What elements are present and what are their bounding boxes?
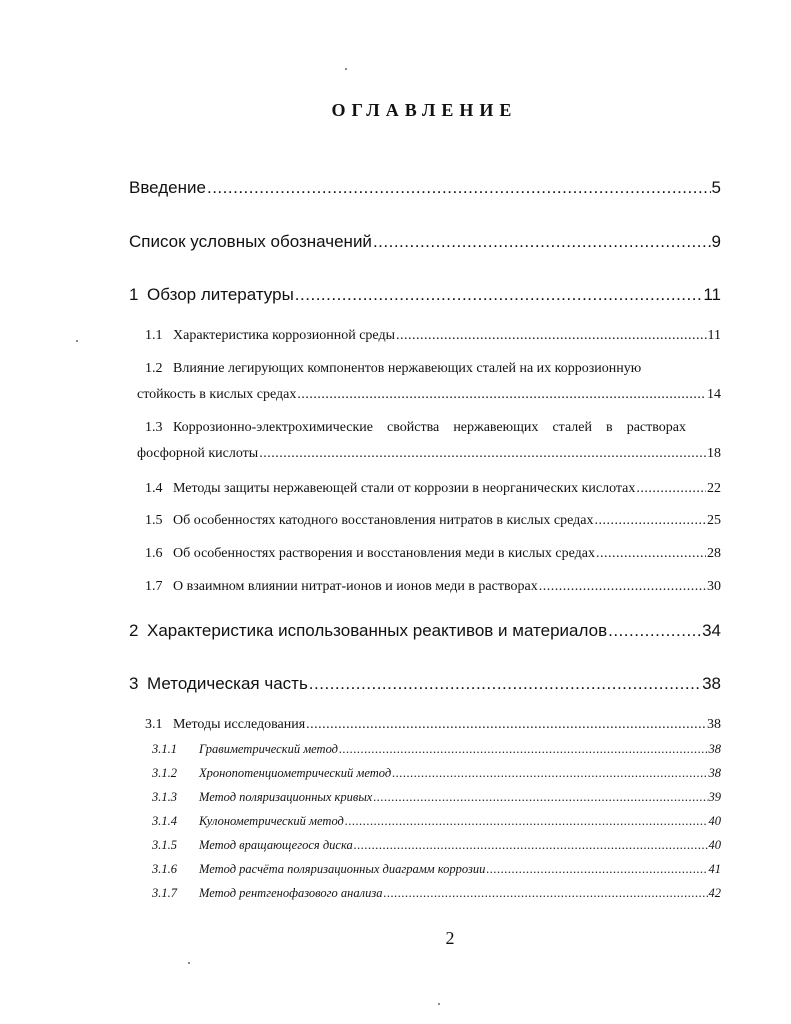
toc-page: 5 — [711, 178, 721, 197]
toc-number: 1.1 — [145, 328, 163, 343]
leader-dots — [309, 674, 701, 694]
toc-label: Метод расчёта поляризационных диаграмм коррозии — [199, 862, 486, 876]
toc-entry-1-6[interactable] — [145, 546, 721, 562]
leader-dots — [259, 446, 706, 462]
toc-entry-1-2-line1[interactable] — [145, 361, 641, 377]
toc-number: 3.1.1 — [152, 742, 177, 756]
toc-number: 3.1.2 — [152, 766, 177, 780]
leader-dots — [207, 178, 711, 198]
toc-entry-3-1-1[interactable] — [152, 742, 721, 757]
leader-dots — [396, 328, 707, 344]
toc-label: Коррозионно-электрохимические свойства нержавеющих сталей в растворах — [173, 420, 686, 435]
toc-entry-1-2[interactable] — [137, 387, 721, 403]
scan-speck — [188, 962, 190, 964]
toc-page: 42 — [708, 886, 721, 900]
toc-label: О взаимном влиянии нитрат-ионов и ионов меди в растворах — [173, 579, 538, 594]
toc-label: Список условных обозначений — [129, 232, 372, 251]
toc-number: 1.2 — [145, 361, 163, 376]
toc-label: Метод рентгенофазового анализа — [199, 886, 383, 900]
toc-page: 11 — [703, 285, 721, 304]
leader-dots — [339, 742, 708, 757]
toc-label: Введение — [129, 178, 206, 197]
toc-number: 3.1 — [145, 717, 163, 732]
page-number: 2 — [445, 928, 455, 948]
leader-dots — [354, 838, 708, 853]
scan-speck — [76, 340, 78, 342]
toc-number: 1.6 — [145, 546, 163, 561]
toc-number: 1.4 — [145, 481, 163, 496]
toc-label: Методическая часть — [147, 674, 308, 693]
toc-number: 1 — [129, 285, 139, 304]
toc-label: Кулонометрический метод — [199, 814, 344, 828]
toc-entry-symbols[interactable] — [129, 232, 721, 252]
toc-number: 3.1.3 — [152, 790, 177, 804]
toc-number: 3 — [129, 674, 139, 693]
toc-entry-3-1-4[interactable] — [152, 814, 721, 829]
toc-page: 9 — [711, 232, 721, 251]
toc-entry-3-1-7[interactable] — [152, 886, 721, 901]
toc-page: 30 — [707, 579, 721, 594]
toc-page: 38 — [707, 717, 721, 732]
leader-dots — [608, 621, 701, 641]
toc-page: 38 — [702, 674, 721, 693]
toc-number: 1.5 — [145, 513, 163, 528]
toc-label: Характеристика коррозионной среды — [173, 328, 395, 343]
toc-number: 2 — [129, 621, 139, 640]
toc-page: 39 — [708, 790, 721, 804]
toc-label: Методы защиты нержавеющей стали от коррозии в неорганических кислотах — [173, 481, 636, 496]
scan-speck — [438, 1003, 440, 1005]
toc-entry-1-7[interactable] — [145, 579, 721, 595]
toc-label: Методы исследования — [173, 717, 306, 732]
toc-page: 34 — [702, 621, 721, 640]
toc-page: 22 — [707, 481, 721, 496]
leader-dots — [636, 481, 706, 497]
toc-page: 40 — [708, 838, 721, 852]
toc-label: Гравиметрический метод — [199, 742, 338, 756]
leader-dots — [596, 546, 706, 562]
toc-label: Влияние легирующих компонентов нержавеющих сталей на их коррозионную — [173, 361, 642, 376]
toc-entry-1-5[interactable] — [145, 513, 721, 529]
toc-entry-3-1[interactable] — [145, 717, 721, 733]
leader-dots — [306, 717, 706, 733]
toc-label: Обзор литературы — [147, 285, 294, 304]
toc-label: Об особенностях растворения и восстановления меди в кислых средах — [173, 546, 595, 561]
toc-entry-3-1-6[interactable] — [152, 862, 721, 877]
toc-entry-2[interactable] — [129, 621, 721, 641]
leader-dots — [383, 886, 707, 901]
toc-page: 38 — [708, 742, 721, 756]
toc-entry-3-1-3[interactable] — [152, 790, 721, 805]
leader-dots — [594, 513, 706, 529]
leader-dots — [392, 766, 707, 781]
toc-label: фосфорной кислоты — [137, 446, 259, 461]
toc-entry-3[interactable] — [129, 674, 721, 694]
toc-label: стойкость в кислых средах — [137, 387, 297, 402]
toc-entry-intro[interactable] — [129, 178, 721, 198]
toc-label: Характеристика использованных реактивов и материалов — [147, 621, 608, 640]
toc-label: Метод поляризационных кривых — [199, 790, 373, 804]
leader-dots — [486, 862, 707, 877]
toc-page: 11 — [707, 328, 721, 343]
toc-page: 40 — [708, 814, 721, 828]
toc-page: 41 — [708, 862, 721, 876]
toc-page: 14 — [707, 387, 721, 402]
toc-number: 3.1.6 — [152, 862, 177, 876]
toc-entry-3-1-5[interactable] — [152, 838, 721, 853]
toc-page: 18 — [707, 446, 721, 461]
toc-number: 1.7 — [145, 579, 163, 594]
toc-page: 28 — [707, 546, 721, 561]
toc-entry-3-1-2[interactable] — [152, 766, 721, 781]
toc-entry-1-3-line1[interactable] — [145, 420, 686, 436]
toc-number: 1.3 — [145, 420, 163, 435]
leader-dots — [373, 790, 707, 805]
toc-page: 25 — [707, 513, 721, 528]
toc-number: 3.1.5 — [152, 838, 177, 852]
scan-speck — [345, 68, 347, 70]
toc-entry-1-3[interactable] — [137, 446, 721, 462]
leader-dots — [373, 232, 711, 252]
toc-entry-1-4[interactable] — [145, 481, 721, 497]
leader-dots — [295, 285, 703, 305]
toc-label: Метод вращающегося диска — [199, 838, 353, 852]
toc-entry-1[interactable] — [129, 285, 721, 305]
leader-dots — [539, 579, 706, 595]
toc-label: Хронопотенциометрический метод — [199, 766, 392, 780]
toc-label: Об особенностях катодного восстановления нитратов в кислых средах — [173, 513, 594, 528]
toc-page: 38 — [708, 766, 721, 780]
page-title: ОГЛАВЛЕНИЕ — [331, 100, 518, 120]
toc-number: 3.1.4 — [152, 814, 177, 828]
leader-dots — [345, 814, 708, 829]
leader-dots — [297, 387, 706, 403]
toc-number: 3.1.7 — [152, 886, 177, 900]
toc-entry-1-1[interactable] — [145, 328, 721, 344]
